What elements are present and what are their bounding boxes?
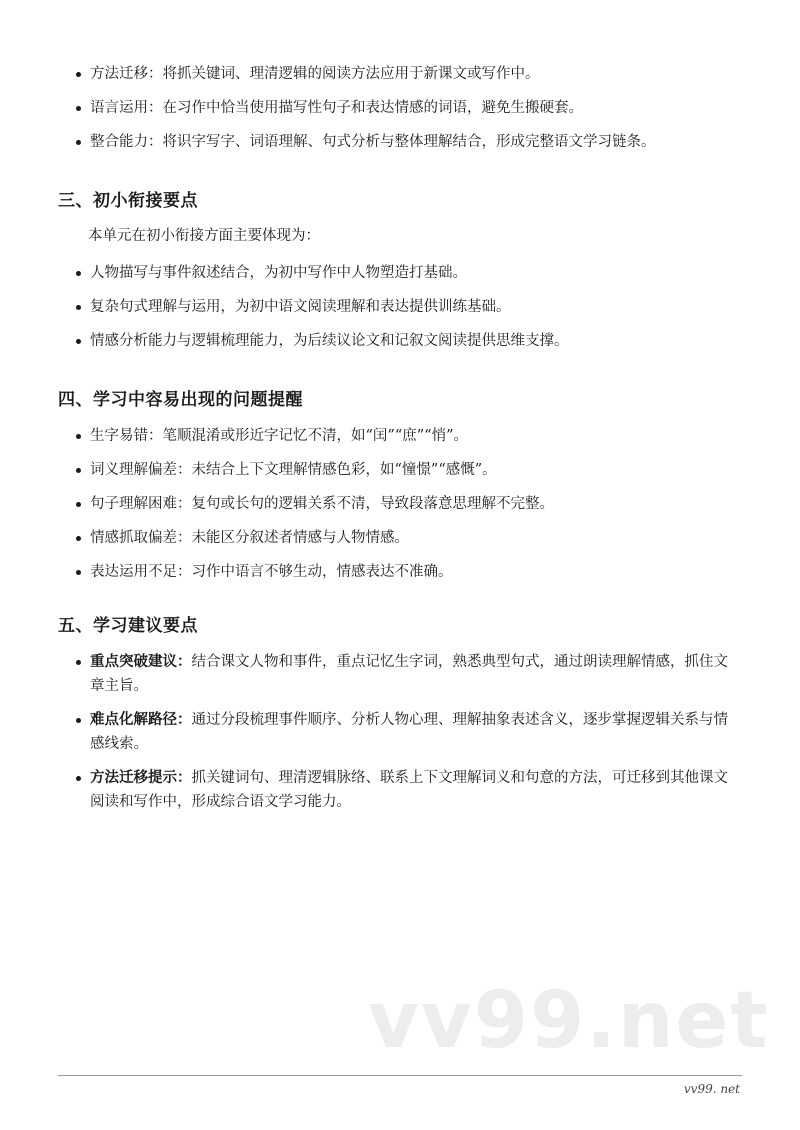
bullet-icon <box>76 140 81 145</box>
list-item: 重点突破建议：结合课文人物和事件，重点记忆生字词，熟悉典型句式，通过朗读理解情感，抓住文章主旨。 <box>76 650 736 698</box>
list-item: 表达运用不足：习作中语言不够生动，情感表达不准确。 <box>76 560 736 584</box>
list-item: 情感分析能力与逻辑梳理能力，为后续议论文和记叙文阅读提供思维支撑。 <box>76 329 736 353</box>
bullet-icon <box>76 271 81 276</box>
list-item: 难点化解路径：通过分段梳理事件顺序、分析人物心理、理解抽象表述含义，逐步掌握逻辑关系与情感线索。 <box>76 708 736 756</box>
bullet-icon <box>76 434 81 439</box>
list-item: 情感抓取偏差：未能区分叙述者情感与人物情感。 <box>76 526 736 550</box>
list-item: 方法迁移提示：抓关键词句、理清逻辑脉络、联系上下文理解词义和句意的方法，可迁移到其他课文阅读和写作中，形成综合语文学习能力。 <box>76 766 736 814</box>
list-item: 词义理解偏差：未结合上下文理解情感色彩，如“憧憬”“感慨”。 <box>76 458 736 482</box>
bullet-icon <box>76 536 81 541</box>
section-3-intro: 本单元在初小衔接方面主要体现为： <box>88 228 320 244</box>
bullet-icon <box>76 502 81 507</box>
list-item: 句子理解困难：复句或长句的逻辑关系不清，导致段落意思理解不完整。 <box>76 492 736 516</box>
section-3-list <box>76 261 736 363</box>
footer-site-text: vv99. net <box>683 1082 740 1096</box>
bullet-icon <box>76 339 81 344</box>
list-item: 语言运用：在习作中恰当使用描写性句子和表达情感的词语，避免生搬硬套。 <box>76 96 736 120</box>
watermark: vv99.net <box>368 976 770 1066</box>
list-item: 生字易错：笔顺混淆或形近字记忆不清，如“闰”“庶”“悄”。 <box>76 424 736 448</box>
section-heading-5: 五、学习建议要点 <box>58 616 198 636</box>
footer-divider <box>58 1075 742 1076</box>
bullet-icon <box>76 718 81 723</box>
top-bullet-list <box>76 62 736 164</box>
section-4-list <box>76 424 736 594</box>
section-heading-3: 三、初小衔接要点 <box>58 191 198 211</box>
list-item: 复杂句式理解与运用，为初中语文阅读理解和表达提供训练基础。 <box>76 295 736 319</box>
list-item: 整合能力：将识字写字、词语理解、句式分析与整体理解结合，形成完整语文学习链条。 <box>76 130 736 154</box>
bullet-icon <box>76 776 81 781</box>
bullet-icon <box>76 660 81 665</box>
list-item: 方法迁移：将抓关键词、理清逻辑的阅读方法应用于新课文或写作中。 <box>76 62 736 86</box>
bullet-icon <box>76 305 81 310</box>
bullet-icon <box>76 72 81 77</box>
bullet-icon <box>76 570 81 575</box>
section-5-list <box>76 650 736 824</box>
list-item: 人物描写与事件叙述结合，为初中写作中人物塑造打基础。 <box>76 261 736 285</box>
bullet-icon <box>76 468 81 473</box>
bullet-icon <box>76 106 81 111</box>
section-heading-4: 四、学习中容易出现的问题提醒 <box>58 390 303 410</box>
